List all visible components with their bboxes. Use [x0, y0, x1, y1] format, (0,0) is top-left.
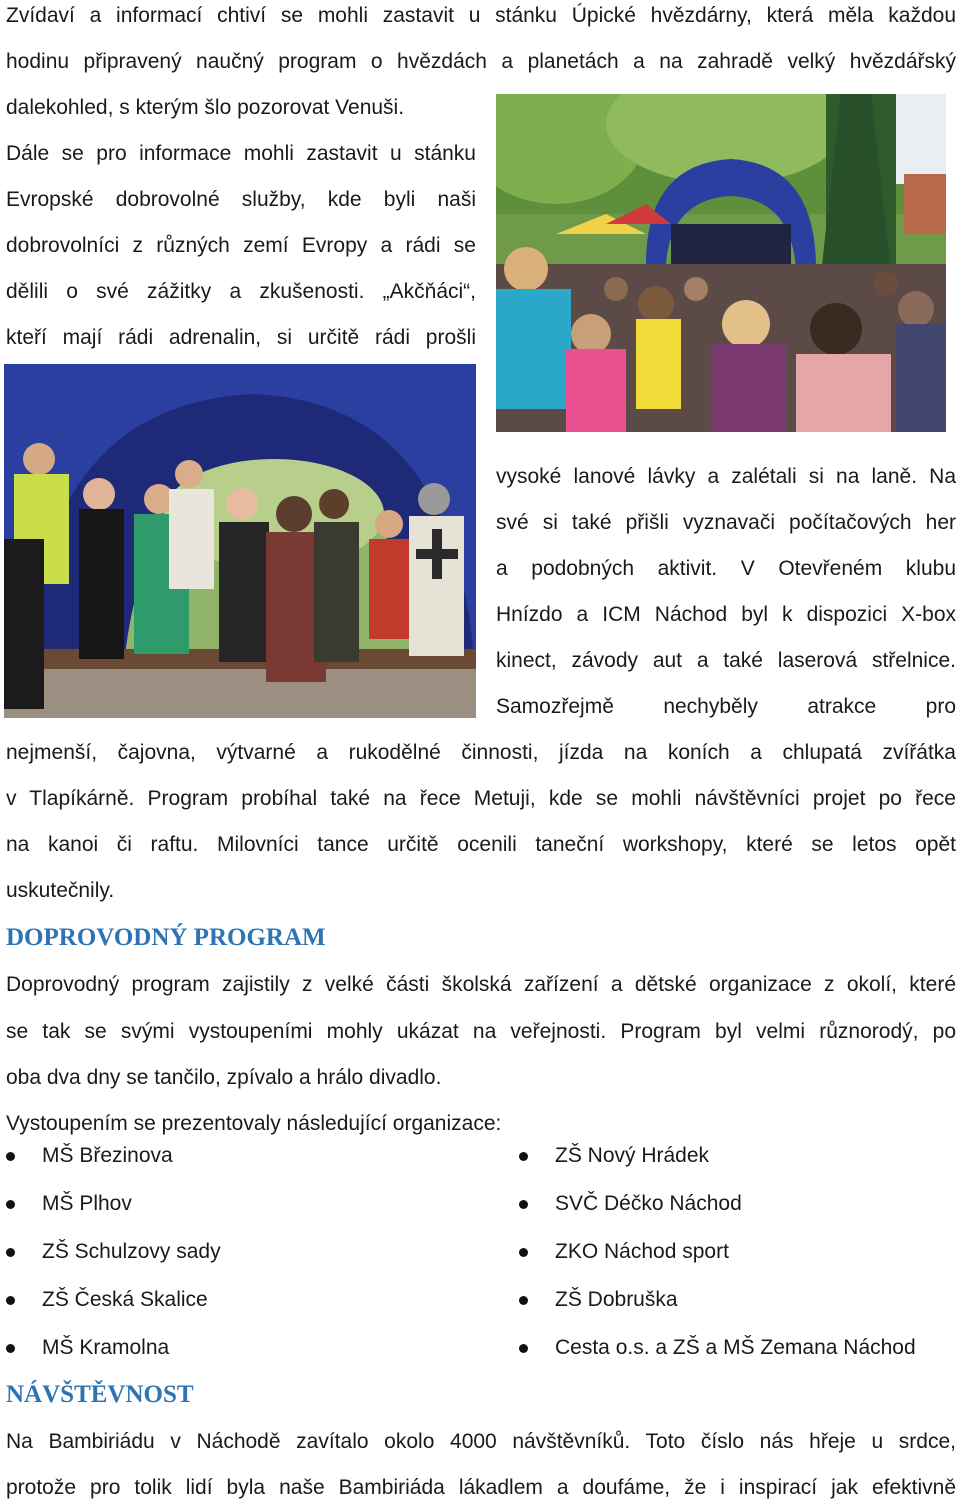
program-line-2: se tak se svými vystoupeními mohly ukázat na veřejnosti. Program byl velmi různorodý, po [6, 1020, 956, 1043]
intro-line-2: hodinu připravený naučný program o hvězdách a planetách a na zahradě velký hvězdářský [6, 50, 956, 73]
full-line-1: nejmenší, čajovna, výtvarné a rukodělné činnosti, jízda na koních a chlupatá zvířátka [6, 741, 956, 764]
visits-line-2: protože pro tolik lidí byla naše Bambiriáda lákadlem a doufáme, že i inspirací jak efektivně [6, 1476, 956, 1499]
right-line-1: vysoké lanové lávky a zalétali si na laně. Na [496, 465, 956, 488]
intro-line-4: Dále se pro informace mohli zastavit u stánku [6, 142, 476, 165]
bullet-icon [6, 1344, 15, 1353]
bullet-icon [6, 1152, 15, 1161]
intro-line-7: dělili o své zážitky a zkušenosti. „Akčňáci“, [6, 280, 476, 303]
bullet-icon [6, 1296, 15, 1305]
program-line-1: Doprovodný program zajistily z velké části školská zařízení a dětské organizace z okolí, které [6, 973, 956, 996]
full-line-3: na kanoi či raftu. Milovníci tance určitě ocenili taneční workshopy, které se letos opět [6, 833, 956, 856]
intro-line-6: dobrovolníci z různých zemí Evropy a rádi se [6, 234, 476, 257]
right-line-2: své si také přišli vyznavači počítačových her [496, 511, 956, 534]
list-intro: Vystoupením se prezentovaly následující organizace: [6, 1112, 502, 1135]
visits-heading: NÁVŠTĚVNOST [6, 1381, 194, 1408]
bullet-icon [519, 1200, 528, 1209]
program-line-3: oba dva dny se tančilo, zpívalo a hrálo divadlo. [6, 1066, 442, 1089]
bullet-icon [6, 1200, 15, 1209]
crowd-photo [496, 94, 946, 432]
visits-line-1: Na Bambiriádu v Náchodě zavítalo okolo 4000 návštěvníků. Toto číslo nás hřeje u srdce, [6, 1430, 956, 1453]
right-line-4: Hnízdo a ICM Náchod byl k dispozici X-box [496, 603, 956, 626]
right-line-3: a podobných aktivit. V Otevřeném klubu [496, 557, 956, 580]
bullet-icon [519, 1248, 528, 1257]
intro-line-1: Zvídaví a informací chtiví se mohli zastavit u stánku Úpické hvězdárny, která měla každou [6, 4, 956, 27]
bullet-icon [6, 1248, 15, 1257]
intro-line-3: dalekohled, s kterým šlo pozorovat Venuši. [6, 96, 405, 119]
bullet-icon [519, 1344, 528, 1353]
bullet-icon [519, 1152, 528, 1161]
right-line-5: kinect, závody aut a také laserová střelnice. [496, 649, 956, 672]
intro-line-5: Evropské dobrovolné služby, kde byli naši [6, 188, 476, 211]
full-line-4: uskutečnily. [6, 879, 115, 902]
performers-photo [4, 364, 476, 718]
right-line-6: Samozřejmě nechyběly atrakce pro [496, 695, 956, 718]
intro-line-8: kteří mají rádi adrenalin, si určitě rádi prošli [6, 326, 476, 349]
bullet-icon [519, 1296, 528, 1305]
full-line-2: v Tlapíkárně. Program probíhal také na řece Metuji, kde se mohli návštěvníci projet po řece [6, 787, 956, 810]
program-heading: DOPROVODNÝ PROGRAM [6, 924, 326, 951]
